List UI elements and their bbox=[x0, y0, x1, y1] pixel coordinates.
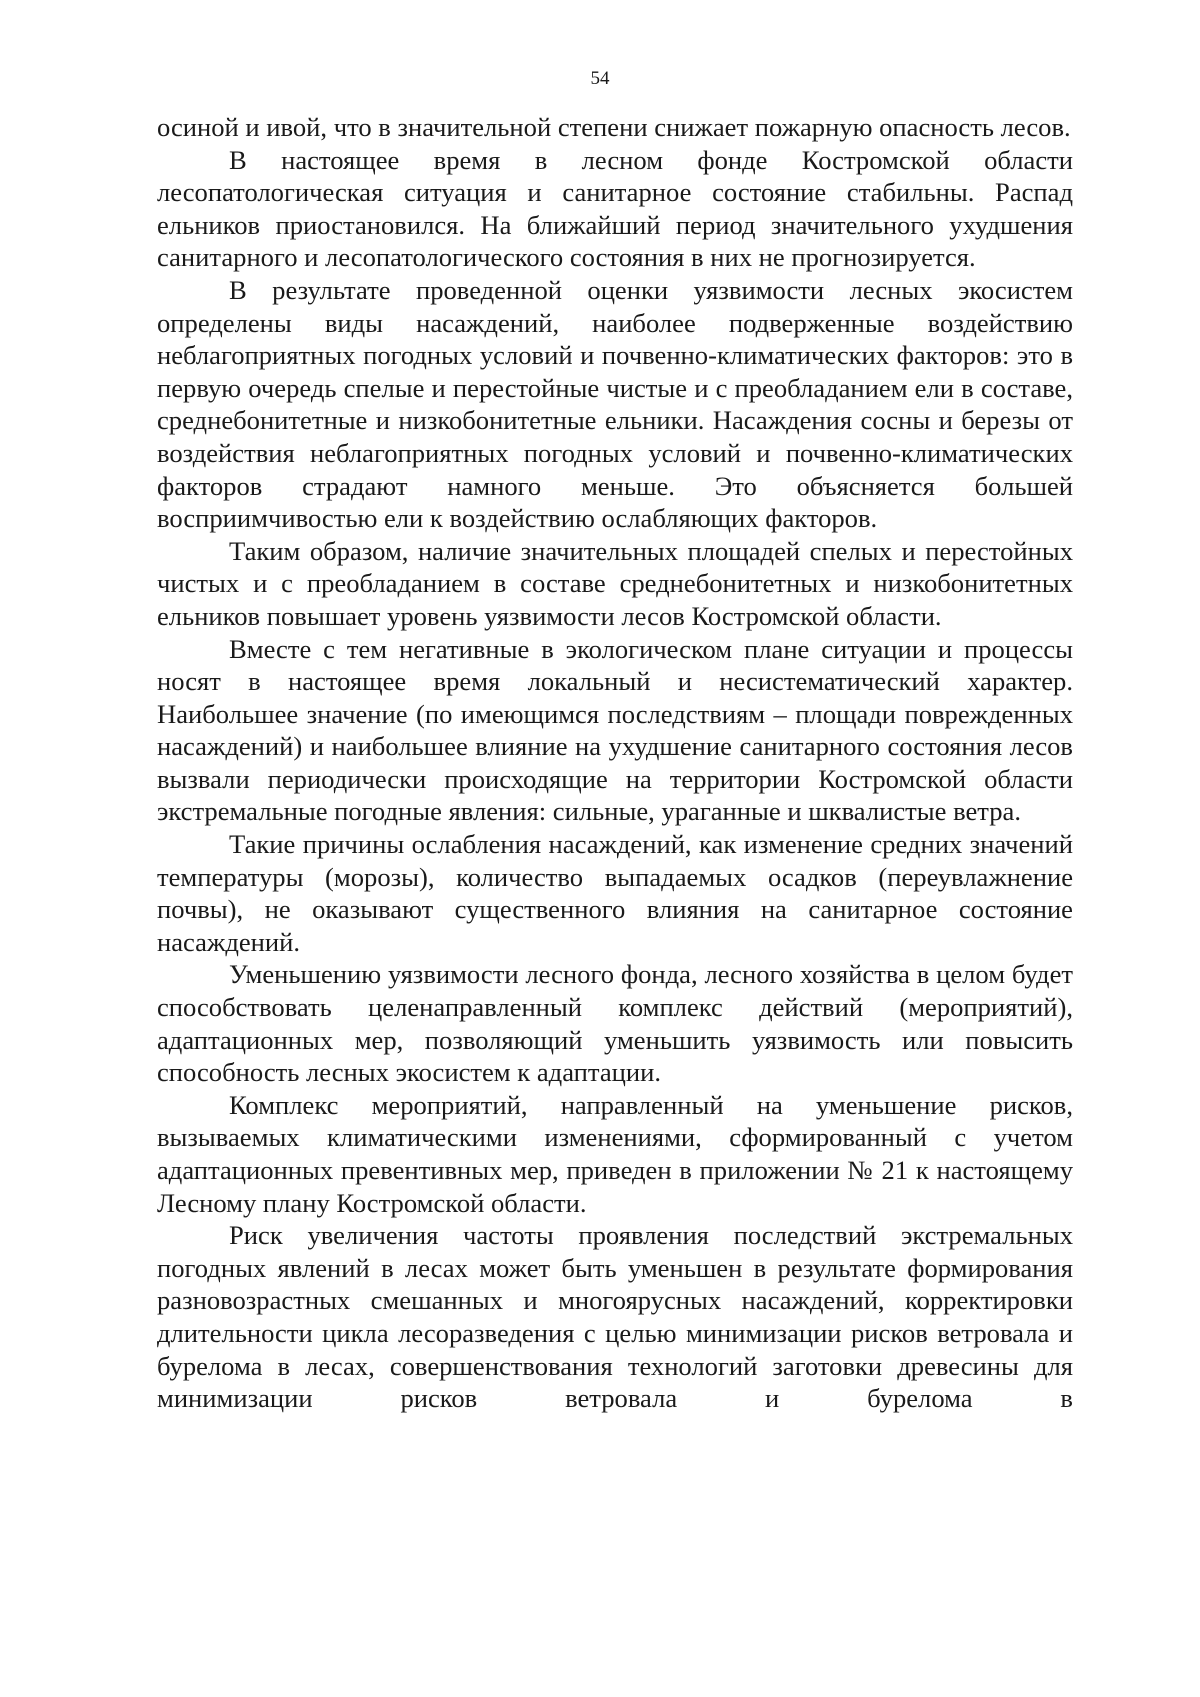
paragraph-weakening-causes: Такие причины ослабления насаждений, как изменение средних значений температуры (морозы), количество выпадаемых осадков (переувлажнение почвы), не оказывают существенного влияния на санитарное состояние насаждений. bbox=[157, 829, 1073, 957]
paragraph-measures-appendix: Комплекс мероприятий, направленный на уменьшение рисков, вызываемых климатическими изменениями, сформированный с учетом адаптационных превентивных мер, приведен в приложении № 21 к настоящему Лесному плану Костромской области. bbox=[157, 1089, 1073, 1218]
paragraph-adaptation-measures: Уменьшению уязвимости лесного фонда, лесного хозяйства в целом будет способствовать целенаправленный комплекс действий (мероприятий), адаптационных мер, позволяющий уменьшить уязвимость или повысить способность лесных экосистем к адаптации. bbox=[157, 959, 1073, 1088]
paragraph-negative-processes: Вместе с тем негативные в экологическом плане ситуации и процессы носят в настоящее время локальный и несистематический характер. Наибольшее значение (по имеющимся последствиям – площади поврежденных насаждений) и наибольшее влияние на ухудшение санитарного состояния лесов вызвали периодически происходящие на территории Костромской области экстремальные погодные явления: сильные, ураганные и шквалистые ветра. bbox=[157, 633, 1073, 827]
document-body bbox=[157, 111, 1073, 1415]
paragraph-vulnerability-conclusion: Таким образом, наличие значительных площадей спелых и перестойных чистых и с преобладанием в составе среднебонитетных и низкобонитетных ельников повышает уровень уязвимости лесов Костромской области. bbox=[157, 535, 1073, 631]
paragraph-phytosanitary-state: В настоящее время в лесном фонде Костромской области лесопатологическая ситуация и санитарное состояние стабильны. Распад ельников приостановился. На ближайший период значительного ухудшения санитарного и лесопатологического состояния в них не прогнозируется. bbox=[157, 144, 1073, 273]
page-number: 54 bbox=[590, 68, 610, 89]
paragraph-risk-reduction: Риск увеличения частоты проявления последствий экстремальных погодных явлений в лесах может быть уменьшен в результате формирования разновозрастных смешанных и многоярусных насаждений, корректировки длительности цикла лесоразведения с целью минимизации рисков ветровала и бурелома в лесах, совершенствования технологий заготовки древесины для минимизации рисков ветровала и бурелома в bbox=[157, 1220, 1073, 1414]
paragraph-continuation: осиной и ивой, что в значительной степени снижает пожарную опасность лесов. bbox=[157, 112, 1071, 142]
paragraph-vulnerability-assessment: В результате проведенной оценки уязвимости лесных экосистем определены виды насаждений, наиболее подверженные воздействию неблагоприятных погодных условий и почвенно-климатических факторов: это в первую очередь спелые и перестойные чистые и с преобладанием ели в составе, среднебонитетные и низкобонитетные ельники. Насаждения сосны и березы от воздействия неблагоприятных погодных условий и почвенно-климатических факторов страдают намного меньше. Это объясняется большей восприимчивостью ели к воздействию ослабляющих факторов. bbox=[157, 274, 1073, 534]
